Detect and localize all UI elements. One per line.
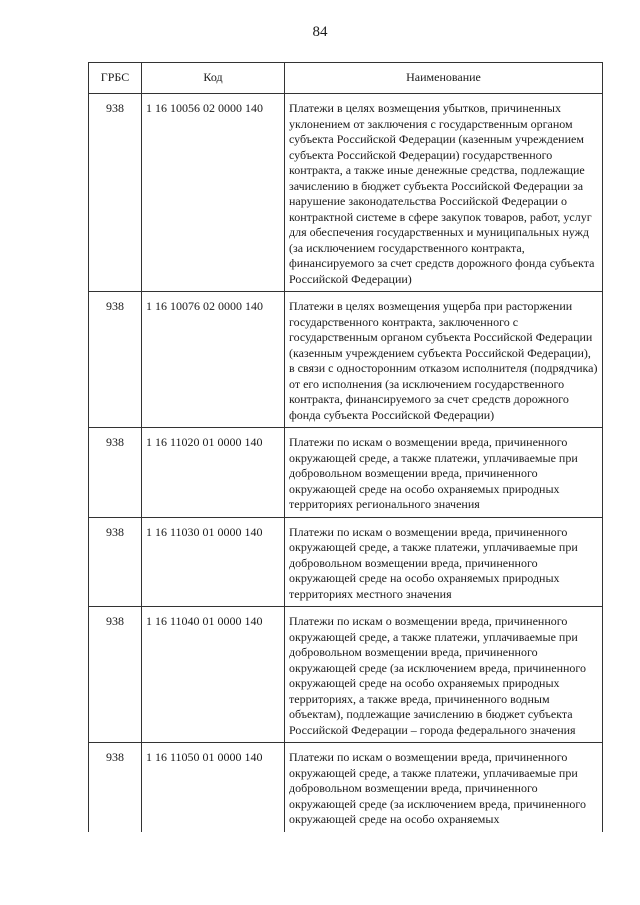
table-row	[89, 94, 603, 292]
table-row	[89, 743, 603, 832]
name-cell: Платежи по искам о возмещении вреда, причиненного окружающей среде, а также платежи, уплачиваемые при добровольном возмещении вреда, причиненного окружающей среде (за исключением вреда, причиненного окружающей среде на особо охраняемых	[285, 743, 603, 832]
code-cell: 1 16 10056 02 0000 140	[142, 94, 285, 292]
grbs-cell: 938	[89, 292, 142, 428]
name-cell: Платежи в целях возмещения ущерба при расторжении государственного контракта, заключенного с государственным органом субъекта Российской Федерации (казенным учреждением субъекта Российской Федерации), в связи с односторонним отказом исполнителя (подрядчика) от его исполнения (за исключением государственного контракта, финансируемого за счет средств дорожного фонда субъекта Российской Федерации)	[285, 292, 603, 428]
name-cell: Платежи в целях возмещения убытков, причиненных уклонением от заключения с государственным органом субъекта Российской Федерации (казенным учреждением субъекта Российской Федерации) государственного контракта, а также иные денежные средства, подлежащие зачислению в бюджет субъекта Российской Федерации за нарушение законодательства Российской Федерации о контрактной системе в сфере закупок товаров, работ, услуг для обеспечения государственных и муниципальных нужд (за исключением государственного контракта, финансируемого за счет средств дорожного фонда субъекта Российской Федерации)	[285, 94, 603, 292]
grbs-cell: 938	[89, 743, 142, 832]
name-cell: Платежи по искам о возмещении вреда, причиненного окружающей среде, а также платежи, уплачиваемые при добровольном возмещении вреда, причиненного окружающей среде на особо охраняемых природных территориях местного значения	[285, 517, 603, 607]
name-cell: Платежи по искам о возмещении вреда, причиненного окружающей среде, а также платежи, уплачиваемые при добровольном возмещении вреда, причиненного окружающей среде (за исключением вреда, причиненного окружающей среде на особо охраняемых природных территориях, а также вреда, причиненного водным объектам), подлежащие зачислению в бюджет субъекта Российской Федерации – города федерального значения	[285, 607, 603, 743]
name-cell: Платежи по искам о возмещении вреда, причиненного окружающей среде, а также платежи, уплачиваемые при добровольном возмещении вреда, причиненного окружающей среде на особо охраняемых природных территориях регионального значения	[285, 428, 603, 518]
code-cell: 1 16 11040 01 0000 140	[142, 607, 285, 743]
table-header-row	[89, 63, 603, 94]
header-name: Наименование	[285, 63, 603, 94]
grbs-cell: 938	[89, 94, 142, 292]
table-row	[89, 292, 603, 428]
grbs-cell: 938	[89, 517, 142, 607]
code-cell: 1 16 11030 01 0000 140	[142, 517, 285, 607]
table-row	[89, 607, 603, 743]
budget-codes-table	[88, 62, 603, 832]
code-cell: 1 16 11020 01 0000 140	[142, 428, 285, 518]
table-row	[89, 428, 603, 518]
table-row	[89, 517, 603, 607]
code-cell: 1 16 11050 01 0000 140	[142, 743, 285, 832]
header-kod: Код	[142, 63, 285, 94]
grbs-cell: 938	[89, 607, 142, 743]
code-cell: 1 16 10076 02 0000 140	[142, 292, 285, 428]
grbs-cell: 938	[89, 428, 142, 518]
page-number: 84	[312, 24, 328, 40]
header-grbs: ГРБС	[89, 63, 142, 94]
